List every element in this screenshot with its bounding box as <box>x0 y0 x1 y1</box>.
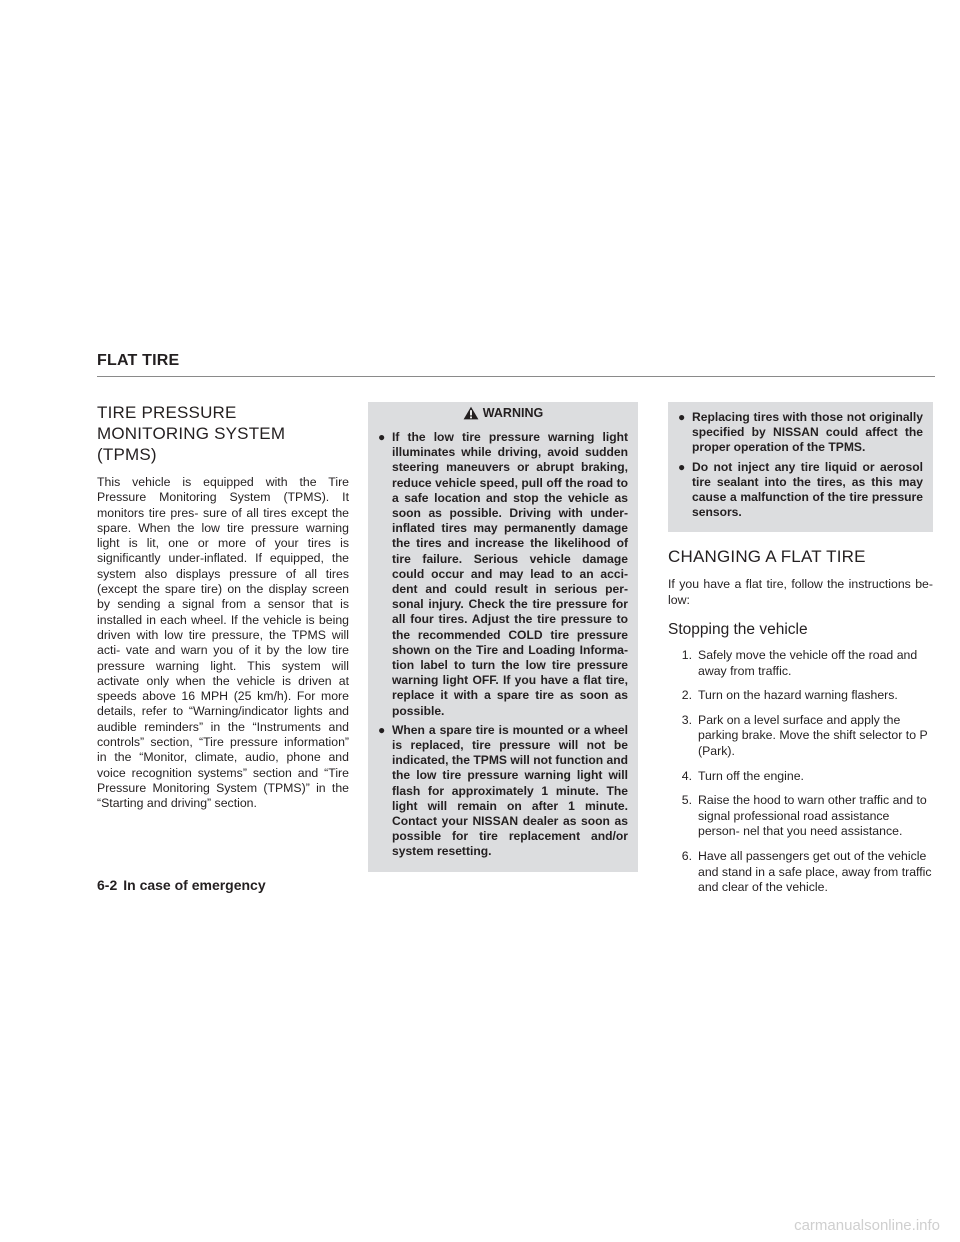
section-divider <box>97 376 935 377</box>
list-item: 2. Turn on the hazard warning flashers. <box>681 688 898 703</box>
warning-item <box>378 430 628 719</box>
bullet-icon: ● <box>378 722 386 737</box>
section-title: FLAT TIRE <box>97 352 180 369</box>
steps-list <box>668 648 933 896</box>
warning-column <box>368 402 638 872</box>
changing-intro: If you have a flat tire, follow the instructions be- low: <box>668 577 933 607</box>
page-footer <box>97 877 266 893</box>
warning-item <box>678 410 923 456</box>
warning-item-text: Do not inject any tire liquid or aerosol tire sealant into the tires, as this may cause a malfunction of the tire pressure sensors. <box>692 459 923 520</box>
list-item: 6. Have all passengers get out of the vehicle and stand in a safe place, away from traffic and clear of the vehicle. <box>681 848 932 895</box>
warning-item-text: Replacing tires with those not originally specified by NISSAN could affect the proper operation of the TPMS. <box>692 410 923 455</box>
warning-box-continued <box>668 402 933 532</box>
list-item: 4. Turn off the engine. <box>681 768 804 783</box>
warning-triangle-icon <box>463 406 479 420</box>
tpms-body: This vehicle is equipped with the Tire Pressure Monitoring System (TPMS). It monitors tire pres- sure of all tires except the spare. When the low tire pressure warning light is lit, one or more of your tires is significantly under-inflated. If equipped, the system also displays pressure of all tires (except the spare tire) on the display screen by sending a signal from a sensor that is installed in each wheel. If the vehicle is being driven with low tire pressure, the TPMS will acti- vate and warn you of it by the low tire pressure warning light. This system will activate only when the vehicle is driven at speeds above 16 MPH (25 km/h). For more details, refer to “Warning/indicator lights and audible reminders” in the “Instruments and controls” section, “Tire pressure information” in the “Monitor, climate, audio, phone and voice recognition systems” section and “Tire Pressure Monitoring System (TPMS)” in the “Starting and driving” section. <box>97 475 349 811</box>
tpms-column <box>97 402 349 812</box>
watermark: carmanualsonline.info <box>794 1217 940 1234</box>
changing-heading: CHANGING A FLAT TIRE <box>668 547 866 567</box>
page-number: 6-2 <box>97 877 118 893</box>
warning-item-text: If the low tire pressure warning light illuminates while driving, avoid sudden steering maneuvers or abrupt braking, reduce vehicle speed, pull off the road to a safe location and stop the vehicle as soon as possible. Driving with under- inflated tires may permanently damage the tires and increase the likelihood of tire failure. Serious vehicle damage could occur and may lead to an acci- dent and could result in serious per- sonal injury. Check the tire pressure for all four tires. Adjust the tire pressure to the recommended COLD tire pressure shown on the Tire and Loading Informa- tion label to turn the low tire pressure warning light OFF. If you have a flat tire, replace it with a spare tire as soon as possible. <box>392 430 628 718</box>
warning-title-row <box>378 402 628 424</box>
bullet-icon: ● <box>378 430 386 444</box>
bullet-icon: ● <box>678 410 686 424</box>
warning-item <box>378 723 628 860</box>
changing-column <box>668 402 933 905</box>
tpms-heading: TIRE PRESSURE MONITORING SYSTEM (TPMS) <box>97 403 286 464</box>
warning-item <box>678 460 923 521</box>
bullet-icon: ● <box>678 459 686 474</box>
list-item: 3. Park on a level surface and apply the parking brake. Move the shift selector to P (Park). <box>681 712 928 758</box>
stopping-subheading: Stopping the vehicle <box>668 621 808 639</box>
warning-box <box>368 402 638 872</box>
chapter-title: In case of emergency <box>123 877 266 893</box>
list-item: 1. Safely move the vehicle off the road and away from traffic. <box>681 648 918 678</box>
warning-item-text: When a spare tire is mounted or a wheel is replaced, tire pressure will not be indicated, the TPMS will not function and the low tire pressure warning light will flash for approximately 1 minute. The light will remain on after 1 minute. Contact your NISSAN dealer as soon as possible for tire replacement and/or system resetting. <box>392 722 628 859</box>
list-item: 5. Raise the hood to warn other traffic and to signal professional road assistance person- nel that you need assistance. <box>681 793 927 839</box>
warning-title: WARNING <box>482 406 544 420</box>
